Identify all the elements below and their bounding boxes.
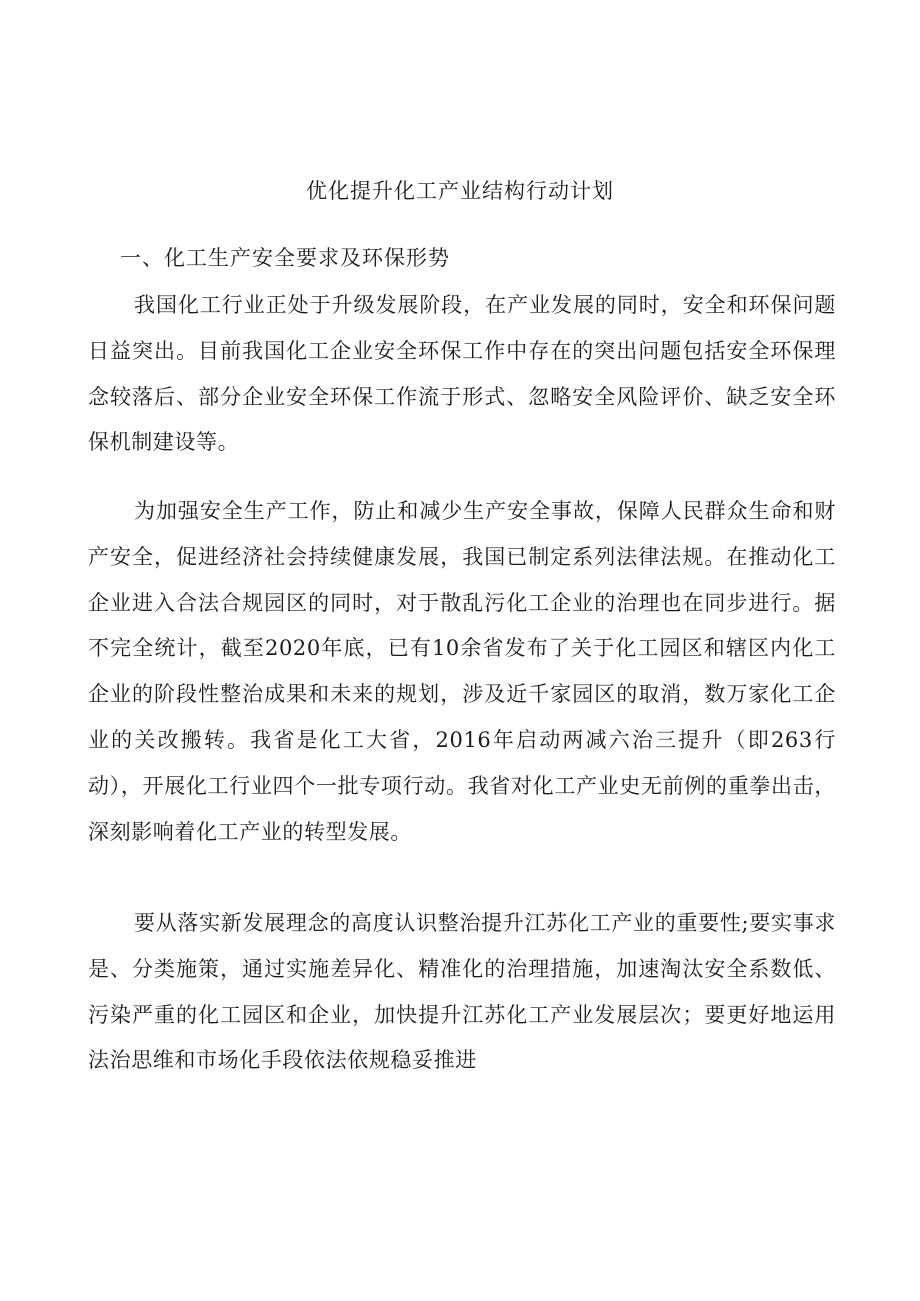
document-title: 优化提升化工产业结构行动计划: [306, 179, 614, 203]
paragraph-2: 为加强安全生产工作，防止和减少生产安全事故，保障人民群众生命和财产安全，促进经济社会持续健康发展，我国已制定系列法律法规。在推动化工企业进入合法合规园区的同时，对于散乱污化工企业的治理也在同步进行。据不完全统计，截至2020年底，已有10余省发布了关于化工园区和辖区内化工企业的阶段性整治成果和未来的规划，涉及近千家园区的取消，数万家化工企业的关改搬转。我省是化工大省，2016年启动两减六治三提升（即263行动），开展化工行业四个一批专项行动。我省对化工产业史无前例的重拳出击，深刻影响着化工产业的转型发展。: [88, 499, 836, 844]
section-heading: 一、化工生产安全要求及环保形势: [120, 246, 450, 270]
paragraph-1: 我国化工行业正处于升级发展阶段，在产业发展的同时，安全和环保问题日益突出。目前我国化工企业安全环保工作中存在的突出问题包括安全环保理念较落后、部分企业安全环保工作流于形式、忽略安全风险评价、缺乏安全环保机制建设等。: [88, 293, 836, 455]
paragraph-3: 要从落实新发展理念的高度认识整治提升江苏化工产业的重要性;要实事求是、分类施策，通过实施差异化、精准化的治理措施，加速淘汰安全系数低、污染严重的化工园区和企业，加快提升江苏化工产业发展层次；要更好地运用法治思维和市场化手段依法依规稳妥推进: [88, 911, 836, 1073]
